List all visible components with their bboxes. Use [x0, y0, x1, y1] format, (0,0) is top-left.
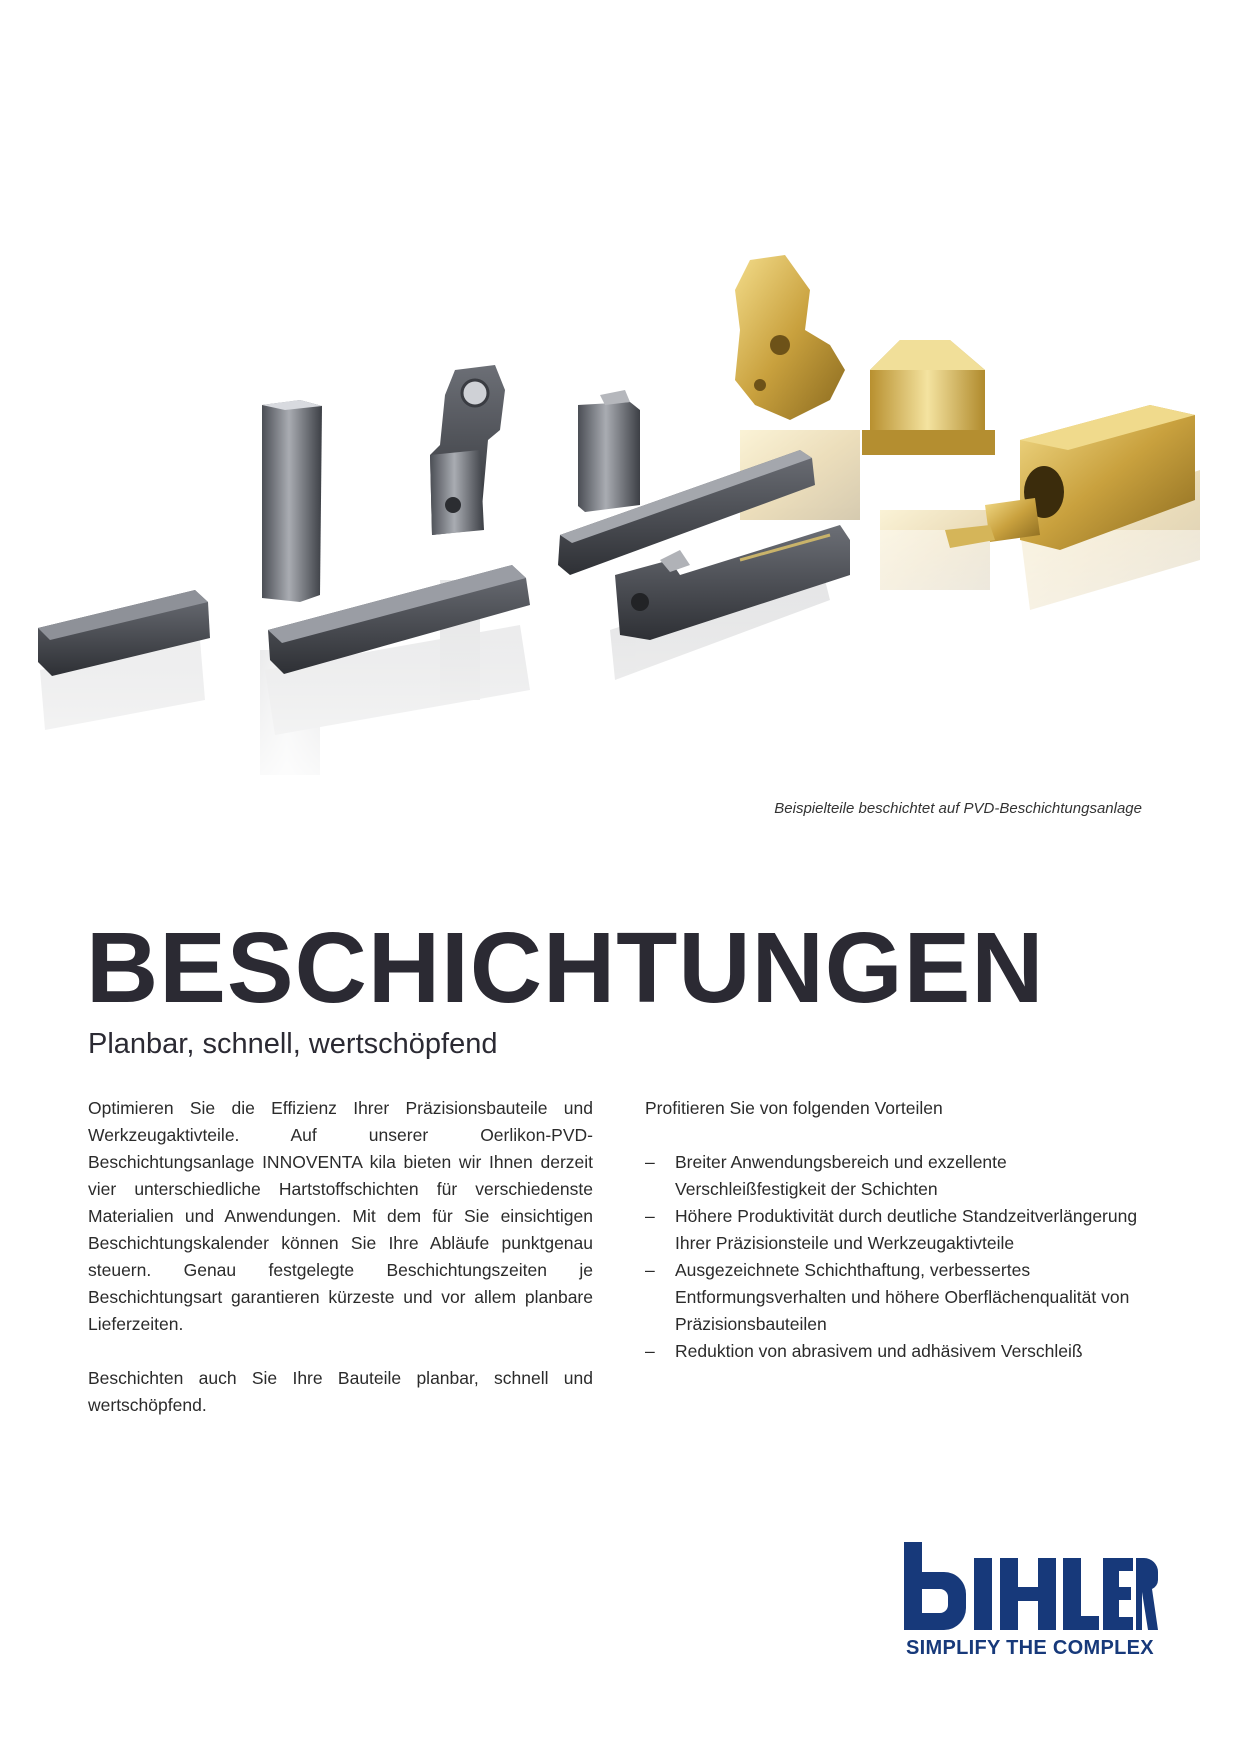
photo-caption: Beispielteile beschichtet auf PVD-Beschichtungsanlage — [774, 800, 1142, 817]
product-photo — [0, 230, 1240, 820]
bullet-dash: – — [645, 1341, 655, 1361]
bullet-dash: – — [645, 1260, 655, 1280]
benefit-text: Höhere Produktivität durch deutliche Standzeitverlängerung Ihrer Präzisionsteile und Werkzeugaktivteile — [675, 1206, 1138, 1253]
bullet-dash: – — [645, 1152, 655, 1172]
benefit-item — [645, 1203, 1150, 1257]
intro-text — [88, 1095, 593, 1446]
benefit-item — [645, 1149, 1150, 1203]
benefits-section — [645, 1095, 1150, 1365]
bihler-logo — [900, 1542, 1158, 1632]
benefits-intro: Profitieren Sie von folgenden Vorteilen — [645, 1098, 943, 1118]
benefit-item — [645, 1338, 1150, 1365]
benefit-text: Breiter Anwendungsbereich und exzellente Verschleißfestigkeit der Schichten — [675, 1152, 1007, 1199]
bullet-dash: – — [645, 1206, 655, 1226]
benefit-text: Ausgezeichnete Schichthaftung, verbessertes Entformungsverhalten und höhere Oberflächenqualität von Präzisionsbauteilen — [675, 1260, 1130, 1334]
page-title: BESCHICHTUNGEN — [86, 912, 1045, 1024]
page-subtitle: Planbar, schnell, wertschöpfend — [88, 1028, 498, 1060]
benefit-text: Reduktion von abrasivem und adhäsivem Verschleiß — [675, 1341, 1083, 1361]
benefits-list — [645, 1149, 1150, 1365]
intro-paragraph: Optimieren Sie die Effizienz Ihrer Präzisionsbauteile und Werkzeugaktivteile. Auf unserer Oerlikon-PVD-Beschichtungsanlage INNOVENTA kila bieten wir Ihnen derzeit vier unterschiedliche Hartstoffschichten für verschiedenste Materialien und Anwendungen. Mit dem für Sie einsichtigen Beschichtungskalender können Sie Ihre Abläufe punktgenau steuern. Genau festgelegte Beschichtungszeiten je Beschichtungsart garantieren kürzeste und vor allem planbare Lieferzeiten. — [88, 1098, 593, 1334]
brand-tagline: SIMPLIFY THE COMPLEX — [906, 1637, 1154, 1659]
closing-paragraph: Beschichten auch Sie Ihre Bauteile planbar, schnell und wertschöpfend. — [88, 1368, 593, 1415]
benefit-item — [645, 1257, 1150, 1338]
